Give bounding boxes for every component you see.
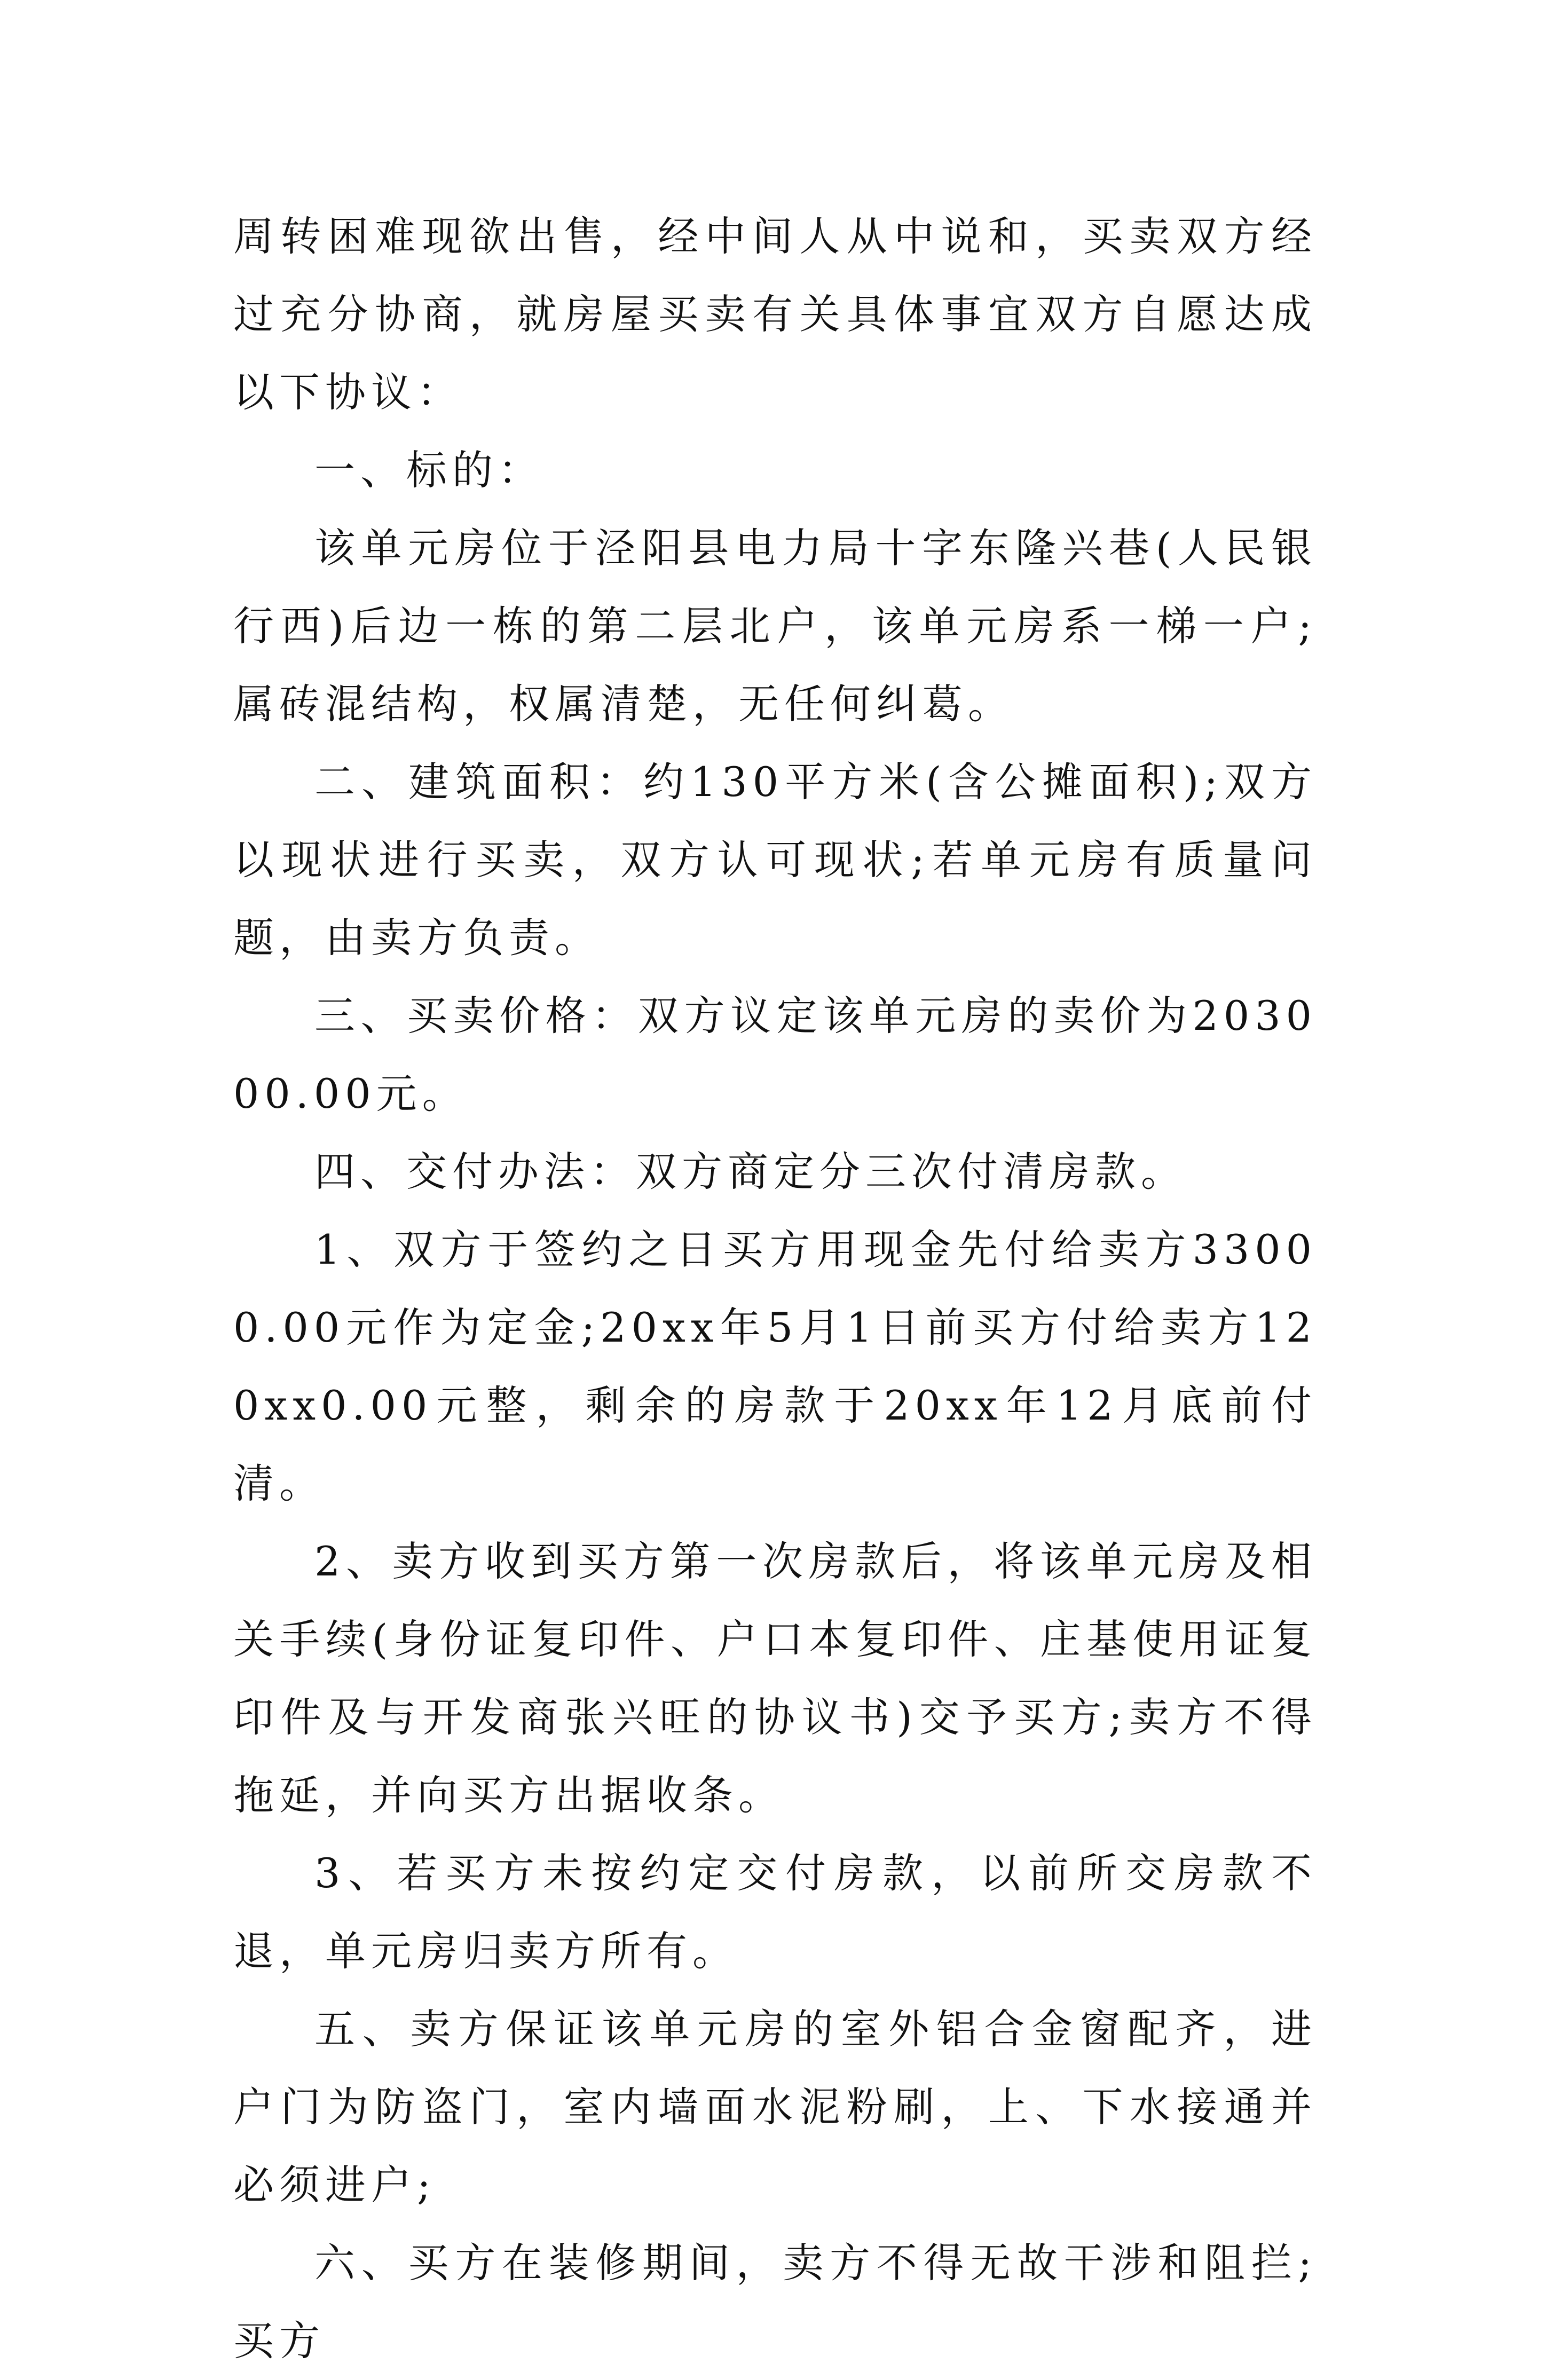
paragraph-payment-item-3: 3、若买方未按约定交付房款，以前所交房款不退，单元房归卖方所有。 bbox=[233, 1849, 1317, 1975]
paragraph-payment-item-2: 2、卖方收到买方第一次房款后，将该单元房及相关手续(身份证复印件、户口本复印件、庄基使用证复印件及与开发商张兴旺的协议书)交予买方;卖方不得拖延，并向买方出据收条。 bbox=[233, 1538, 1317, 1819]
paragraph-section-1-heading: 一、标的： bbox=[314, 446, 544, 494]
paragraph-property-location: 该单元房位于泾阳县电力局十字东隆兴巷(人民银行西)后边一栋的第二层北户，该单元房系一梯一户;属砖混结构，权属清楚，无任何纠葛。 bbox=[233, 524, 1317, 728]
document-body bbox=[233, 198, 1317, 2380]
paragraph-section-6-renovation: 六、买方在装修期间，卖方不得无故干涉和阻拦;买方 bbox=[233, 2239, 1317, 2365]
paragraph-section-5-guarantee: 五、卖方保证该单元房的室外铝合金窗配齐，进户门为防盗门，室内墙面水泥粉刷，上、下水接通并必须进户; bbox=[233, 2005, 1317, 2209]
paragraph-intro: 周转困难现欲出售，经中间人从中说和，买卖双方经过充分协商，就房屋买卖有关具体事宜双方自愿达成以下协议： bbox=[233, 212, 1317, 416]
paragraph-section-3-price: 三、买卖价格：双方议定该单元房的卖价为203000.00元。 bbox=[233, 992, 1317, 1117]
paragraph-section-4-payment: 四、交付办法：双方商定分三次付清房款。 bbox=[314, 1148, 1187, 1195]
paragraph-payment-item-1: 1、双方于签约之日买方用现金先付给卖方33000.00元作为定金;20xx年5月1日前买方付给卖方120xx0.00元整，剩余的房款于20xx年12月底前付清。 bbox=[233, 1226, 1317, 1507]
paragraph-section-2-area: 二、建筑面积：约130平方米(含公摊面积);双方以现状进行买卖，双方认可现状;若单元房有质量问题，由卖方负责。 bbox=[233, 758, 1317, 962]
